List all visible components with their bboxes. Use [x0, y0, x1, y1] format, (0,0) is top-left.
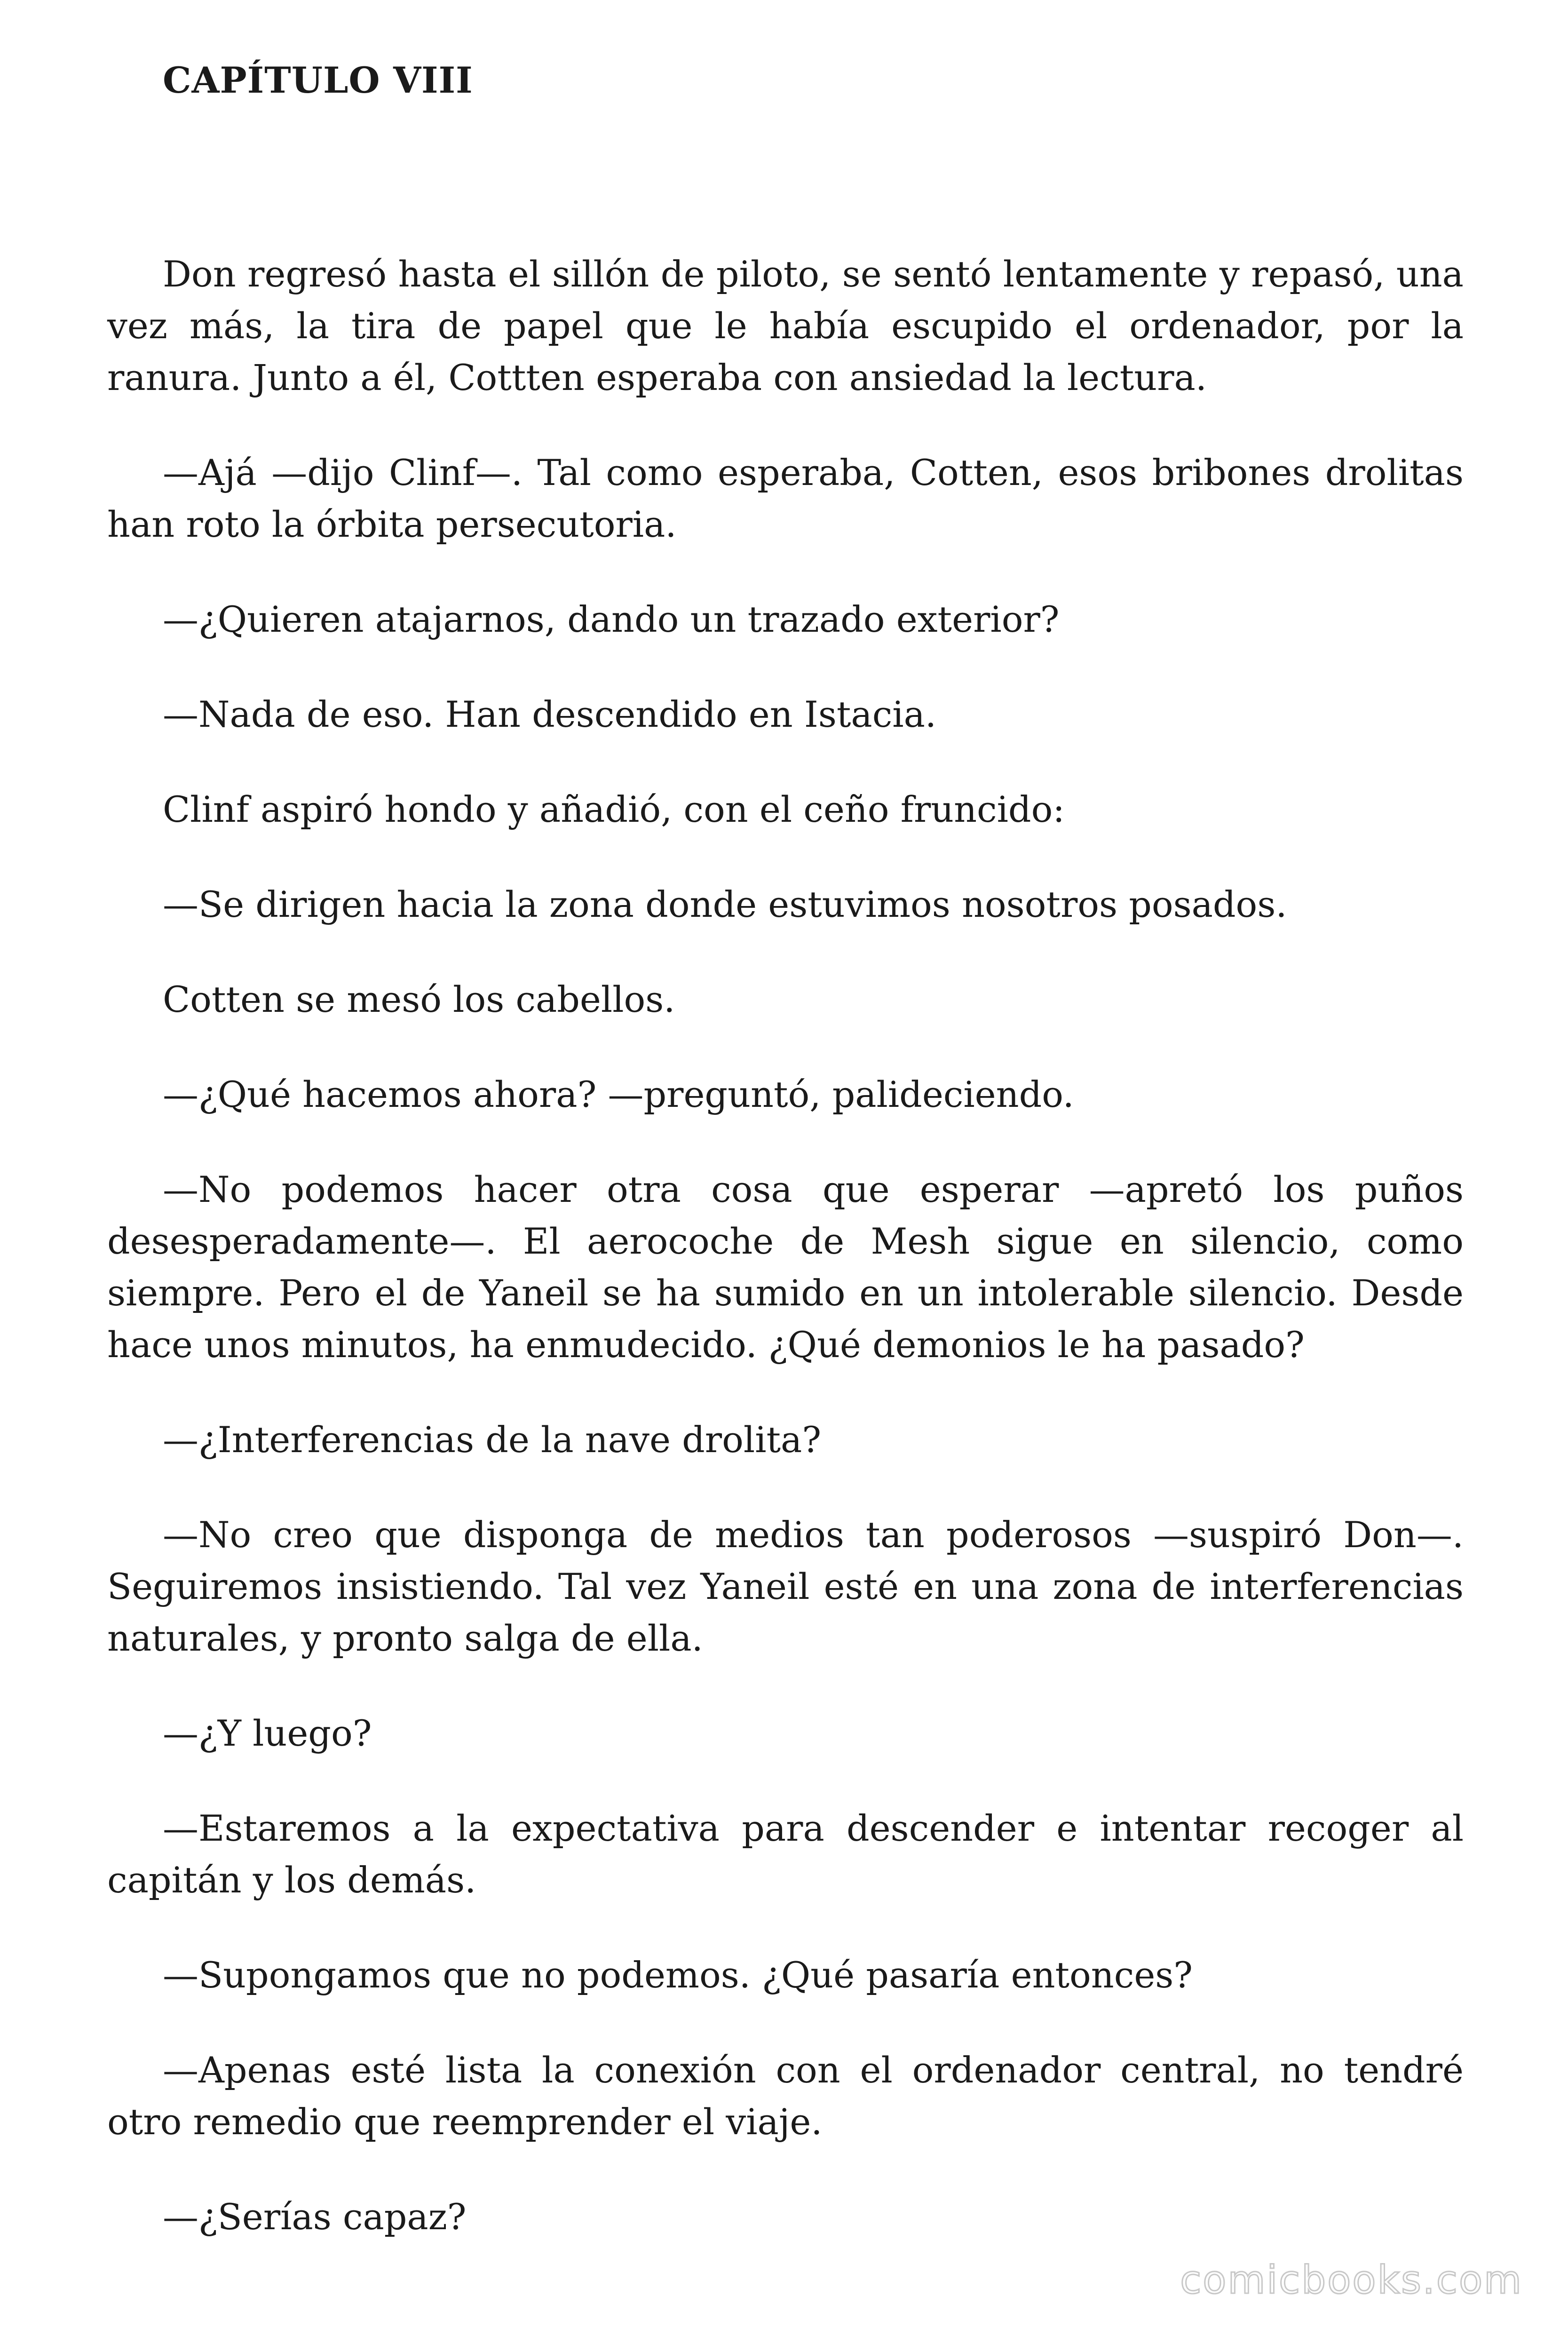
paragraph: —No creo que disponga de medios tan poderosos —suspiró Don—. Seguiremos insistiendo. Tal vez Yaneil esté en una zona de interferencias naturales, y pronto salga de ella.	[107, 1514, 1464, 1659]
chapter-body	[107, 248, 1464, 2286]
paragraph: Don regresó hasta el sillón de piloto, se sentó lentamente y repasó, una vez más, la tira de papel que le había escupido el ordenador, por la ranura. Junto a él, Cottten esperaba con ansiedad la lectura.	[107, 253, 1464, 398]
paragraph: Clinf aspiró hondo y añadió, con el ceño fruncido:	[163, 788, 1065, 830]
chapter-title: CAPÍTULO VIII	[163, 59, 473, 101]
paragraph: —¿Quieren atajarnos, dando un trazado exterior?	[163, 598, 1060, 640]
paragraph: —No podemos hacer otra cosa que esperar —apretó los puños desesperadamente—. El aerocoche de Mesh sigue en silencio, como siempre. Pero el de Yaneil se ha sumido en un intolerable silencio. Desde hace unos minutos, ha enmudecido. ¿Qué demonios le ha pasado?	[107, 1168, 1464, 1366]
paragraph: —Nada de eso. Han descendido en Istacia.	[163, 693, 937, 735]
paragraph: —Se dirigen hacia la zona donde estuvimos nosotros posados.	[163, 883, 1287, 925]
paragraph: —Estaremos a la expectativa para descender e intentar recoger al capitán y los demás.	[107, 1807, 1464, 1901]
paragraph: —Supongamos que no podemos. ¿Qué pasaría entonces?	[163, 1954, 1193, 1996]
watermark-text: comicbooks.com	[1180, 2258, 1523, 2303]
book-page	[107, 0, 1464, 2352]
paragraph: —¿Interferencias de la nave drolita?	[163, 1419, 822, 1461]
paragraph: —Ajá —dijo Clinf—. Tal como esperaba, Cotten, esos bribones drolitas han roto la órbita persecutoria.	[107, 452, 1464, 545]
paragraph: —Apenas esté lista la conexión con el ordenador central, no tendré otro remedio que reemprender el viaje.	[107, 2049, 1464, 2143]
paragraph: —¿Serías capaz?	[163, 2196, 467, 2238]
paragraph: —¿Y luego?	[163, 1712, 372, 1754]
paragraph: Cotten se mesó los cabellos.	[163, 978, 675, 1020]
paragraph: —¿Qué hacemos ahora? —preguntó, palideciendo.	[163, 1073, 1074, 1115]
